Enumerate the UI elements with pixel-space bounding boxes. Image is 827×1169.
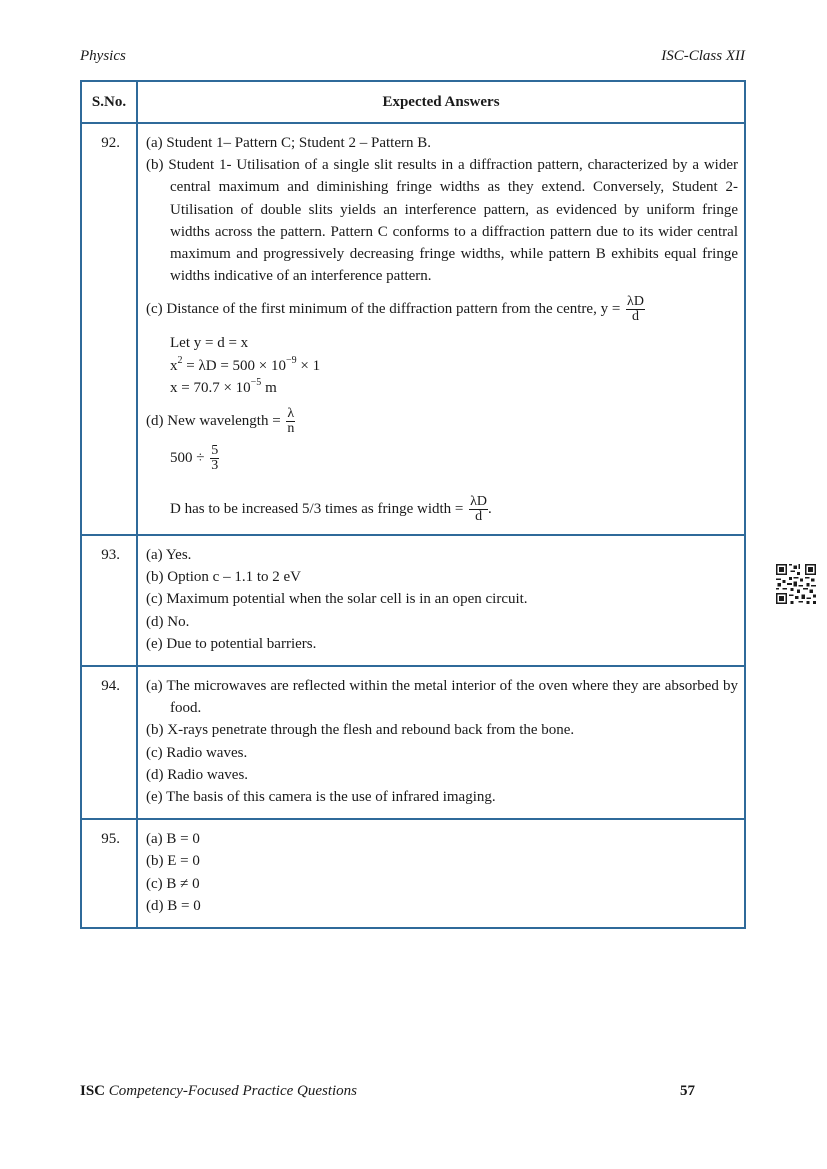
table-row-q92 <box>81 123 745 535</box>
answer-part-d: (d) No. <box>146 613 190 630</box>
header-class: ISC-Class XII <box>661 48 745 64</box>
division-expression: 500 ÷ $\frac{5}{3}$ <box>170 443 219 474</box>
answer-cell <box>137 819 745 928</box>
answers-table <box>80 80 746 929</box>
table-row-q94 <box>81 666 745 819</box>
footer-title: ISC Competency-Focused Practice Questions <box>80 1083 358 1099</box>
answer-part-b: (b) Option c – 1.1 to 2 eV <box>146 569 301 586</box>
answer-cell <box>137 123 745 535</box>
table-row-q95 <box>81 819 745 928</box>
header-subject: Physics <box>80 48 126 64</box>
answer-part-c: (c) Maximum potential when the solar cell is in an open circuit. <box>146 591 528 608</box>
answer-part-b: (b) E = 0 <box>146 853 200 870</box>
x-value-equation: $x = 70.7 \times 10^{-5}$ m <box>170 376 277 396</box>
fraction-lambda-d-over-d: $\frac{\lambda D}{d}$ <box>627 294 644 325</box>
table-header-row <box>81 81 745 123</box>
answer-part-b: (b) Student 1- Utilisation of a single slit results in a diffraction pattern, characterized by a wider central maximum and diminishing fringe widths as they extend. Conversely, Student 2- Utilisation of double slits yields an interference pattern, as evidenced by uniform fringe widths across the pattern. Pattern C conforms to a diffraction pattern due to its wider central maximum and progressively decreasing fringe widths, while pattern B exhibits equal fringe widths indicative of an interference pattern. <box>146 157 738 285</box>
answer-part-a: (a) Student 1– Pattern C; Student 2 – Pattern B. <box>146 135 431 151</box>
table-row-q93 <box>81 535 745 666</box>
fraction-lambda-over-n: $\frac{\lambda}{n}$ <box>287 406 295 437</box>
answer-part-d: (d) New wavelength = $\frac{\lambda}{n}$ <box>146 406 295 437</box>
answer-part-c <box>146 295 738 324</box>
answer-part-e: (e) The basis of this camera is the use of infrared imaging. <box>146 789 496 806</box>
question-number: 95. <box>81 819 137 928</box>
answer-part-c: (c) Radio waves. <box>146 744 248 761</box>
answer-cell <box>137 666 745 819</box>
question-number: 94. <box>81 666 137 819</box>
column-header-answers: Expected Answers <box>137 81 745 123</box>
answer-part-e: (e) Due to potential barriers. <box>146 635 317 652</box>
fraction-fringe-width: $\frac{\lambda D}{d}$ <box>470 494 488 525</box>
answer-part-a: (a) Yes. <box>146 547 192 564</box>
question-number: 92. <box>81 123 137 535</box>
answer-cell <box>137 535 745 666</box>
fringe-width-conclusion: D has to be increased 5/3 times as fringe width = $\frac{\lambda D}{d}$ . <box>170 494 492 525</box>
x-squared-equation: $x^2 = \lambda D = 500 \times 10^{-9} \times 1$ <box>170 354 321 374</box>
let-equation: Let y = d = x <box>170 335 249 352</box>
answer-part-c-text: (c) Distance of the first minimum of the diffraction pattern from the centre, y = <box>146 301 621 318</box>
answer-part-a: (a) B = 0 <box>146 831 200 848</box>
answer-part-d: (d) Radio waves. <box>146 766 249 783</box>
qr-code-icon[interactable] <box>776 564 816 604</box>
answer-part-b: (b) X-rays penetrate through the flesh and rebound back from the bone. <box>146 722 575 739</box>
answer-part-a: (a) The microwaves are reflected within the metal interior of the oven where they are absorbed by food. <box>146 678 738 717</box>
question-number: 93. <box>81 535 137 666</box>
answer-part-c: (c) B ≠ 0 <box>146 875 200 892</box>
answer-part-d: (d) B = 0 <box>146 897 201 914</box>
page-number: 57 <box>680 1083 695 1099</box>
fraction-five-thirds: $\frac{5}{3}$ <box>211 443 219 474</box>
column-header-sno: S.No. <box>81 81 137 123</box>
